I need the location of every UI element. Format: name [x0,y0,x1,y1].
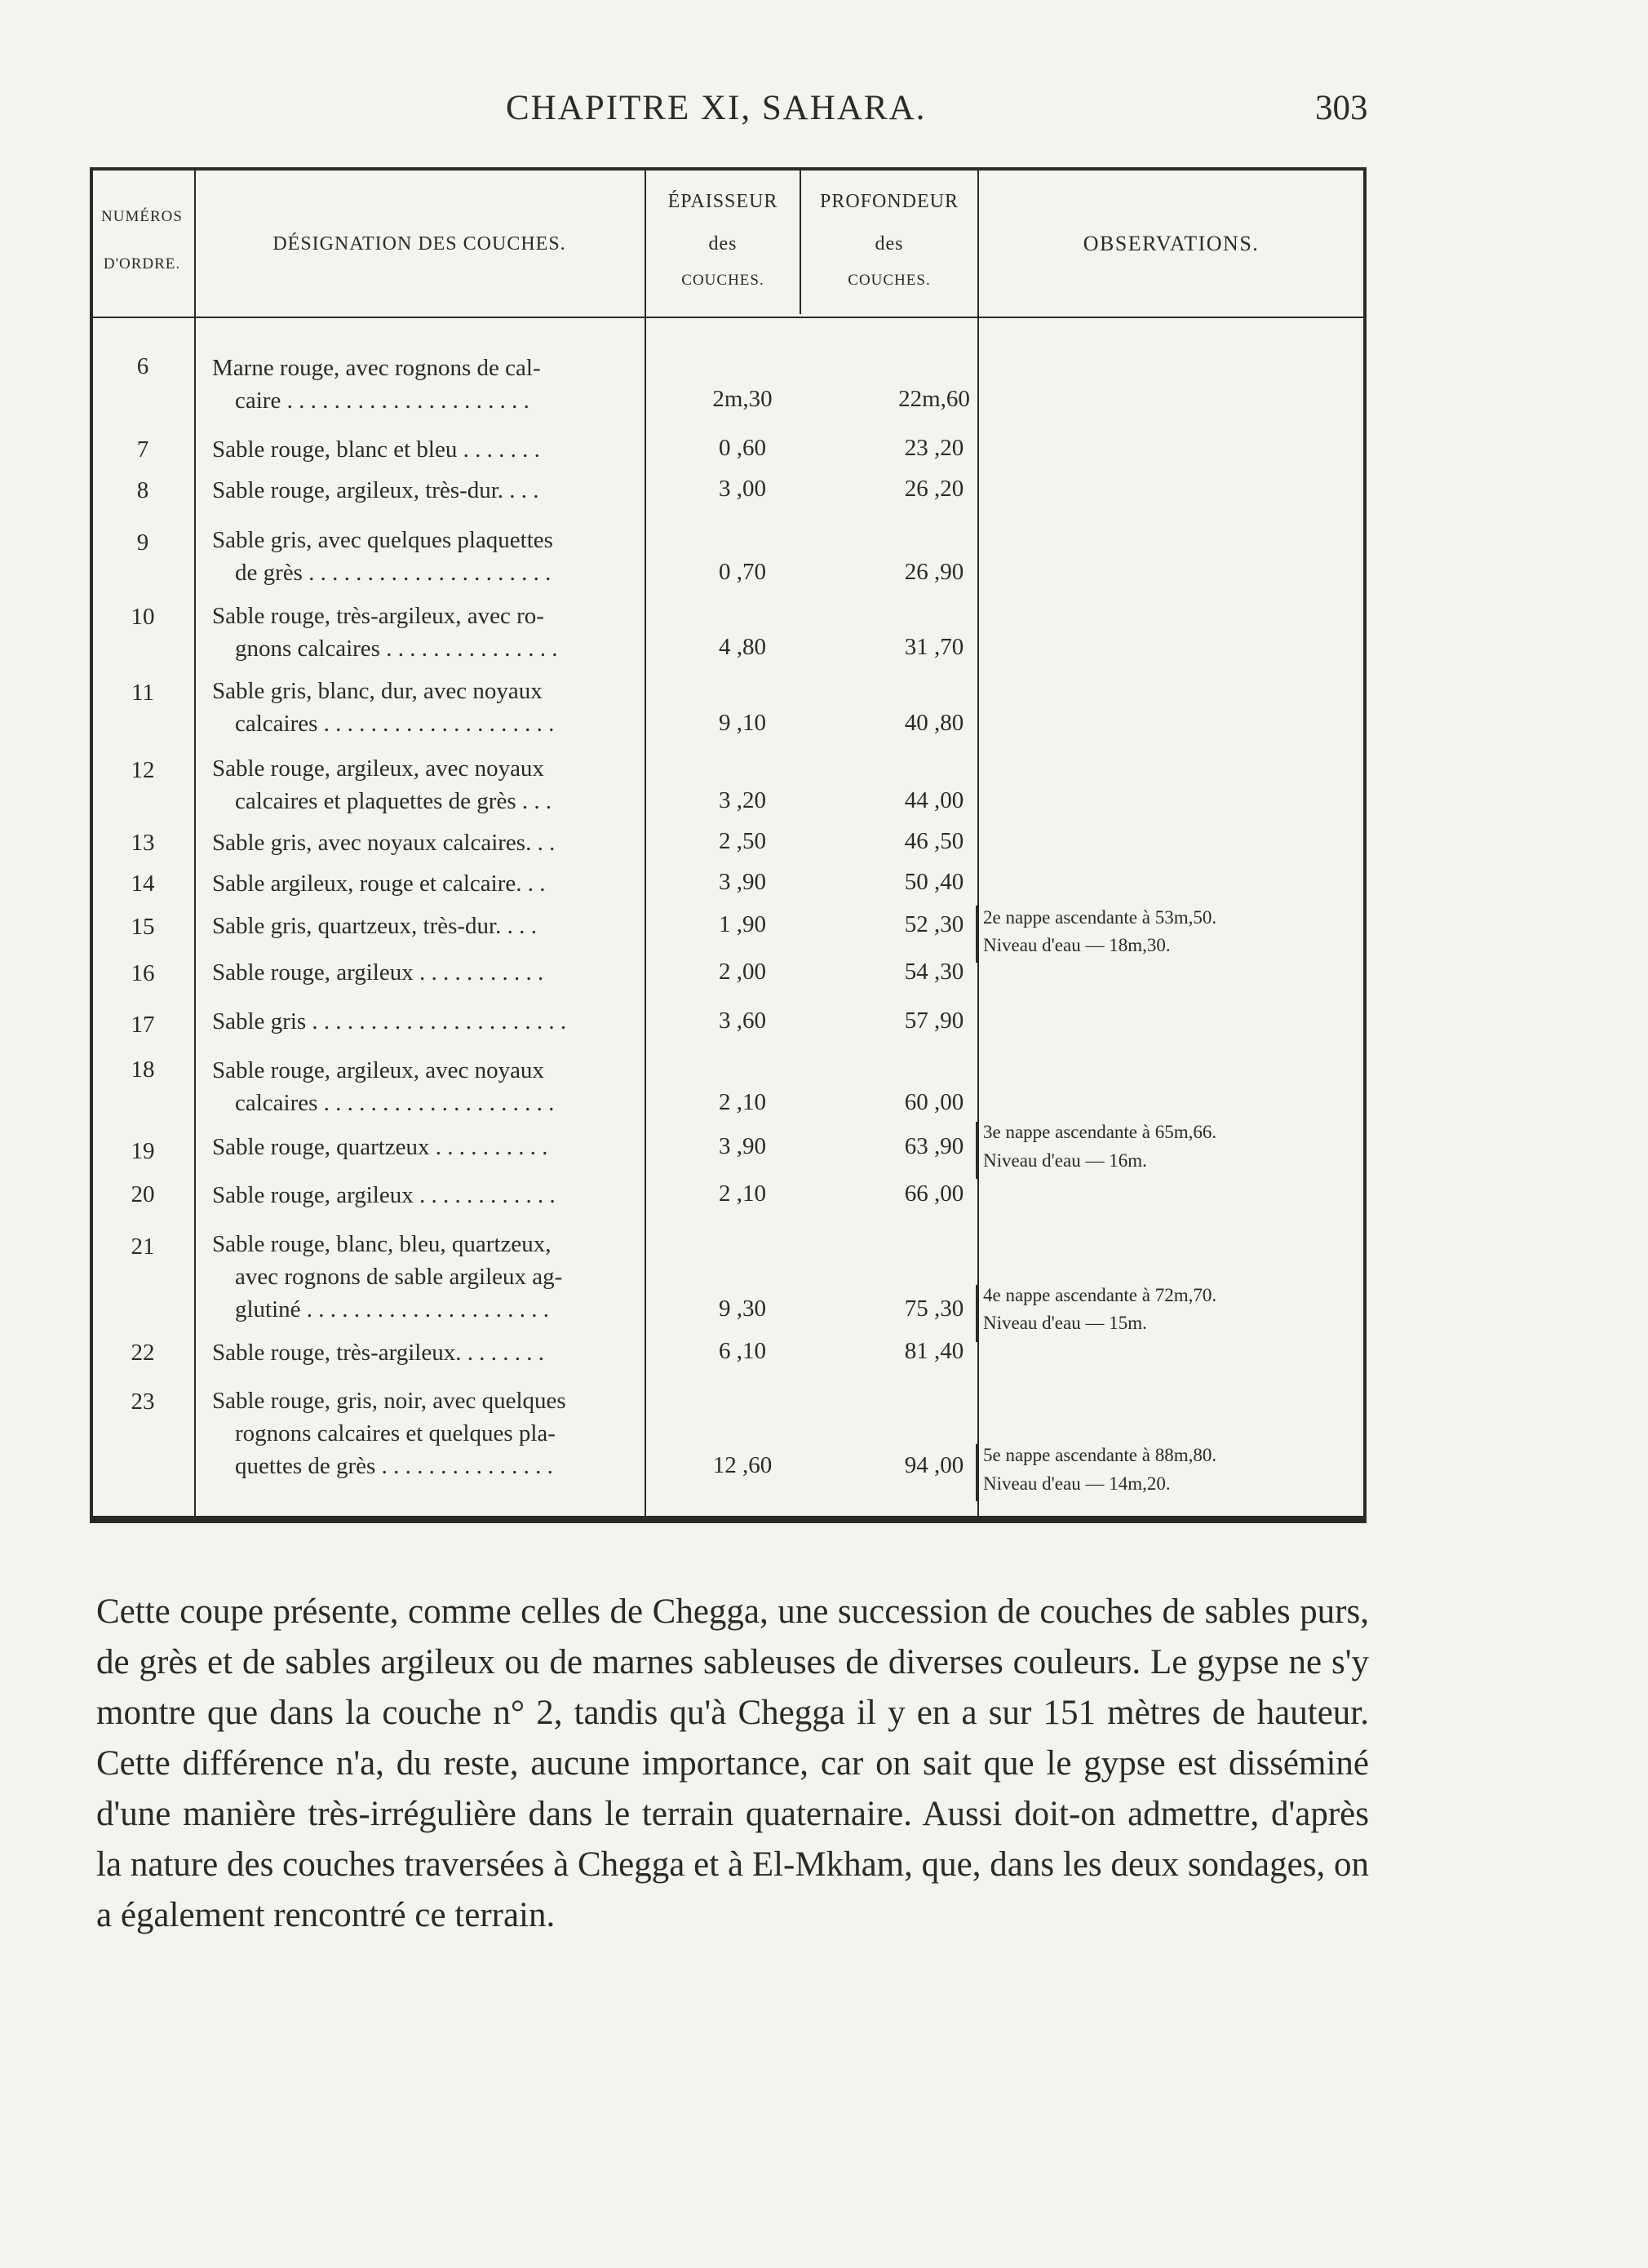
row-20-epaisseur: 2 ,10 [719,1181,766,1207]
row-17-profondeur: 57 ,90 [904,1008,964,1034]
row-12-num: 12 [131,757,155,783]
header-observations: OBSERVATIONS. [1083,232,1260,255]
row-9-profondeur: 26 ,90 [904,559,964,585]
observation-brace-2 [976,1122,978,1179]
row-11-epaisseur: 9 ,10 [719,710,766,736]
header-epaisseur-couches: COUCHES. [681,272,764,289]
row-12-epaisseur: 3 ,20 [719,787,766,813]
header-rule [90,317,1367,318]
chapter-title: CHAPITRE XI, SAHARA. [506,89,927,127]
row-18-epaisseur: 2 ,10 [719,1089,766,1115]
table-top-border [90,167,1367,171]
row-23-num: 23 [131,1389,155,1415]
row-6-num: 6 [136,353,149,379]
row-21-num: 21 [131,1234,155,1260]
row-14-epaisseur: 3 ,90 [719,869,766,895]
row-10-profondeur: 31 ,70 [904,634,964,660]
row-17-num: 17 [131,1012,155,1038]
strata-table [90,167,1367,1524]
row-9-desc-2: de grès . . . . . . . . . . . . . . . . . . . . . [235,560,552,586]
header-ordre: D'ORDRE. [103,255,181,272]
row-15-num: 15 [131,914,155,940]
row-14-profondeur: 50 ,40 [904,869,964,895]
row-16-desc-1: Sable rouge, argileux . . . . . . . . . . . [212,959,544,986]
row-13-epaisseur: 2 ,50 [719,828,766,854]
observation-1-line-1: 2e nappe ascendante à 53m,50. [983,907,1217,928]
row-19-profondeur: 63 ,90 [904,1133,964,1159]
row-20-profondeur: 66 ,00 [904,1181,964,1207]
row-16-profondeur: 54 ,30 [904,959,964,985]
observation-2-line-2: Niveau d'eau — 16m. [983,1150,1147,1171]
row-18-desc-1: Sable rouge, argileux, avec noyaux [212,1057,544,1083]
row-11-desc-2: calcaires . . . . . . . . . . . . . . . . . . . . [235,711,555,737]
row-22-epaisseur: 6 ,10 [719,1338,766,1364]
observation-4-line-2: Niveau d'eau — 14m,20. [983,1473,1171,1494]
row-7-profondeur: 23 ,20 [904,435,964,461]
row-6-desc-1: Marne rouge, avec rognons de cal- [212,355,541,381]
row-6-desc-2: caire . . . . . . . . . . . . . . . . . . . . . [235,388,529,414]
row-6-profondeur: 22m,60 [898,386,970,412]
row-8-epaisseur: 3 ,00 [719,476,766,502]
row-17-desc-1: Sable gris . . . . . . . . . . . . . . . . . . . . . . [212,1008,567,1034]
row-22-profondeur: 81 ,40 [904,1338,964,1364]
row-9-desc-1: Sable gris, avec quelques plaquettes [212,527,553,553]
row-11-profondeur: 40 ,80 [904,710,964,736]
row-23-profondeur: 94 ,00 [904,1452,964,1478]
row-19-epaisseur: 3 ,90 [719,1133,766,1159]
header-epaisseur: ÉPAISSEUR [667,191,778,212]
row-23-desc-1: Sable rouge, gris, noir, avec quelques [212,1388,566,1414]
observation-3-line-2: Niveau d'eau — 15m. [983,1313,1147,1333]
row-11-num: 11 [131,680,154,706]
table-right-border [1363,167,1367,1523]
observation-brace-4 [976,1444,978,1501]
row-9-epaisseur: 0 ,70 [719,559,766,585]
row-15-epaisseur: 1 ,90 [719,911,766,937]
row-10-epaisseur: 4 ,80 [719,634,766,660]
row-12-desc-2: calcaires et plaquettes de grès . . . [235,788,552,814]
row-19-num: 19 [131,1138,155,1164]
observation-1-line-2: Niveau d'eau — 18m,30. [983,935,1171,955]
row-15-profondeur: 52 ,30 [904,911,964,937]
row-21-profondeur: 75 ,30 [904,1296,964,1322]
row-21-epaisseur: 9 ,30 [719,1296,766,1322]
row-20-desc-1: Sable rouge, argileux . . . . . . . . . . . . [212,1182,556,1208]
header-epaisseur-des: des [708,233,738,255]
observation-4-line-1: 5e nappe ascendante à 88m,80. [983,1445,1217,1465]
row-16-num: 16 [131,960,155,986]
row-8-profondeur: 26 ,20 [904,476,964,502]
row-18-num: 18 [131,1056,155,1083]
row-6-epaisseur: 2m,30 [712,386,773,412]
row-23-desc-2: rognons calcaires et quelques pla- [235,1420,556,1446]
row-10-num: 10 [131,604,155,630]
row-13-num: 13 [131,830,155,856]
observation-2-line-1: 3e nappe ascendante à 65m,66. [983,1122,1217,1142]
header-profondeur-couches: COUCHES. [848,272,931,289]
row-7-desc-1: Sable rouge, blanc et bleu . . . . . . . [212,436,540,463]
row-19-desc-1: Sable rouge, quartzeux . . . . . . . . . . [212,1134,548,1160]
row-20-num: 20 [131,1181,155,1207]
header-profondeur-des: des [875,233,904,255]
row-23-desc-3: quettes de grès . . . . . . . . . . . . . . . [235,1453,553,1479]
observation-brace-1 [976,906,978,963]
row-8-num: 8 [136,477,149,503]
row-12-desc-1: Sable rouge, argileux, avec noyaux [212,755,544,782]
header-numeros: NUMÉROS [101,208,183,225]
row-22-num: 22 [131,1340,155,1366]
row-23-epaisseur: 12 ,60 [712,1452,773,1478]
row-11-desc-1: Sable gris, blanc, dur, avec noyaux [212,678,543,704]
row-16-epaisseur: 2 ,00 [719,959,766,985]
table-bottom-border [90,1516,1367,1523]
row-22-desc-1: Sable rouge, très-argileux. . . . . . . . [212,1340,544,1366]
row-13-desc-1: Sable gris, avec noyaux calcaires. . . [212,830,556,856]
row-12-profondeur: 44 ,00 [904,787,964,813]
row-13-profondeur: 46 ,50 [904,828,964,854]
body-paragraph: Cette coupe présente, comme celles de Chegga, une succession de couches de sables purs, de grès et de sables argileux ou de marnes sableuses de diverses couleurs. Le gypse ne s'y montre que dans la couche n° 2, tandis qu'à Chegga il y en a sur 151 mètres de hauteur. Cette différence n'a, du reste, aucune importance, car on sait que le gypse est disséminé d'une manière très-irrégulière dans le terrain quaternaire. Aussi doit-on admettre, d'après la nature des couches traversées à Chegga et à El-Mkham, que, dans les deux sondages, on a également rencontré ce terrain. [96,1592,1369,1934]
header-profondeur: PROFONDEUR [819,191,959,212]
row-15-desc-1: Sable gris, quartzeux, très-dur. . . . [212,913,537,939]
row-10-desc-2: gnons calcaires . . . . . . . . . . . . . . . [235,636,558,662]
row-21-desc-2: avec rognons de sable argileux ag- [235,1264,563,1290]
row-14-desc-1: Sable argileux, rouge et calcaire. . . [212,870,546,897]
row-17-epaisseur: 3 ,60 [719,1008,766,1034]
row-18-profondeur: 60 ,00 [904,1089,964,1115]
observation-3-line-1: 4e nappe ascendante à 72m,70. [983,1285,1217,1305]
row-7-num: 7 [136,436,149,463]
row-9-num: 9 [136,529,149,556]
header-designation: DÉSIGNATION DES COUCHES. [272,233,566,255]
row-7-epaisseur: 0 ,60 [719,435,766,461]
row-21-desc-3: glutiné . . . . . . . . . . . . . . . . . . . . . [235,1296,550,1322]
row-21-desc-1: Sable rouge, blanc, bleu, quartzeux, [212,1231,552,1257]
running-head [0,88,1648,137]
page-number: 303 [1315,89,1368,127]
row-8-desc-1: Sable rouge, argileux, très-dur. . . . [212,477,539,503]
observation-brace-3 [976,1285,978,1342]
row-10-desc-1: Sable rouge, très-argileux, avec ro- [212,603,544,629]
row-18-desc-2: calcaires . . . . . . . . . . . . . . . . . . . . [235,1090,555,1116]
row-14-num: 14 [131,870,155,897]
